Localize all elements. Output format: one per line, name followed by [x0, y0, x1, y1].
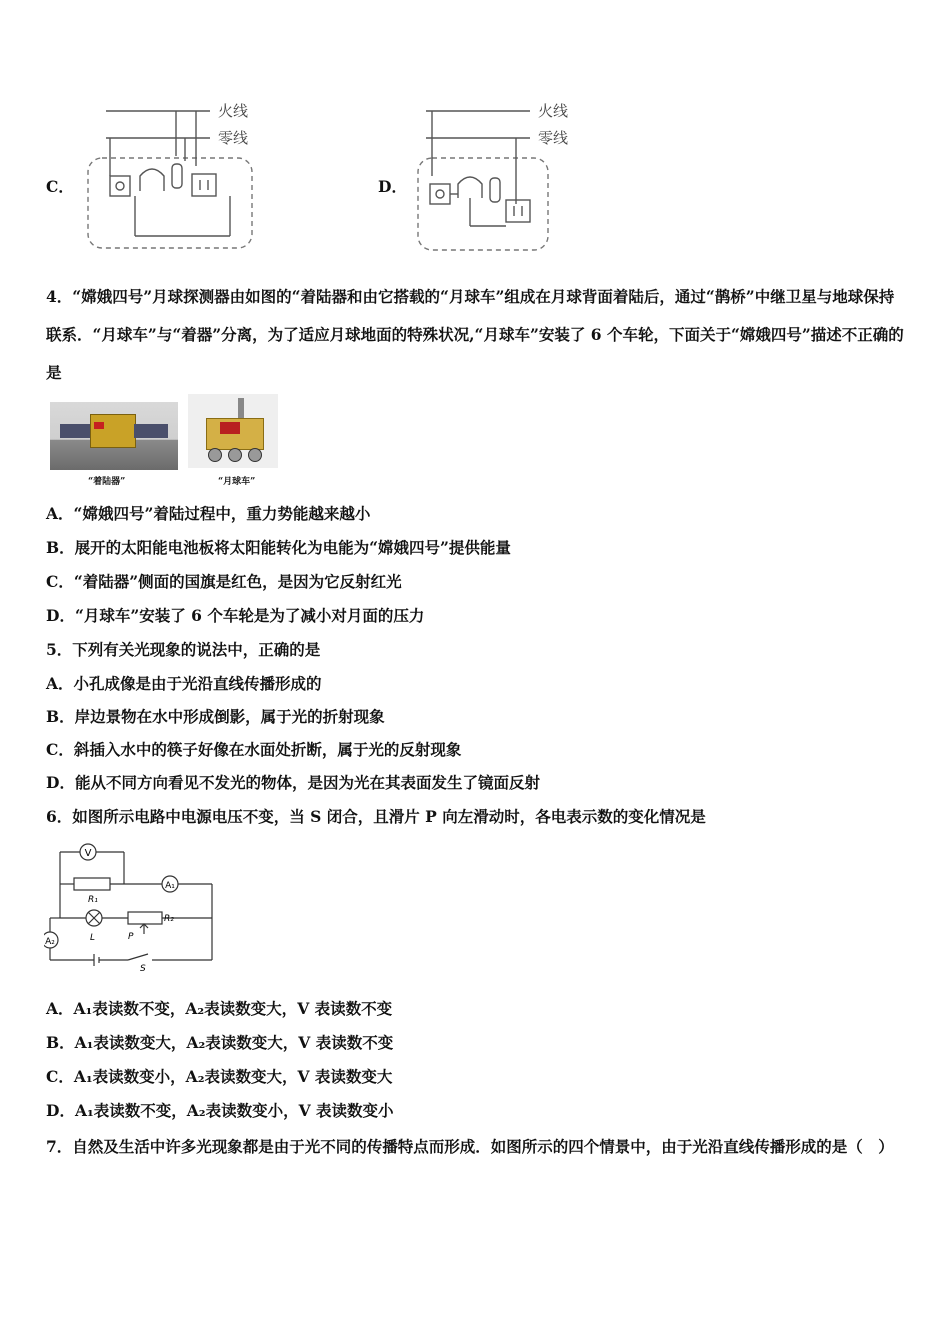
neutral-wire-label: 零线 [218, 129, 249, 147]
q6-stem: 6．如图所示电路中电源电压不变，当 S 闭合，且滑片 P 向左滑动时，各电表示数的变化情况是 [46, 807, 706, 826]
switch-blade [128, 954, 148, 960]
q6-option-c-a2: A₂表读数变大， [185, 1067, 298, 1086]
option-d-label: D． [378, 177, 407, 196]
q7-stem: 7．自然及生活中许多光现象都是由于光不同的传播特点而形成．如图所示的四个情景中，由于光沿直线传播形成的是（ ） [46, 1137, 894, 1156]
q6-option-b [46, 1032, 393, 1054]
q5-option-b: B．岸边景物在水中形成倒影，属于光的折射现象 [46, 707, 385, 726]
q4-stem: 4．“嫦娥四号”月球探测器由如图的“着陆器和由它搭载的“月球车”组成在月球背面着陆后，通过“鹊桥”中继卫星与地球保持联系．“月球车”与“着器”分离，为了适应月球地面的特殊状况,“月球车”安装了 6 个车轮，下面关于“嫦娥四号”描述不正确的是 [46, 287, 904, 382]
lamp-shape [458, 177, 482, 198]
ammeter2-label: A₂ [45, 937, 55, 947]
q6-option-b-a1: A₁表读数变大， [74, 1033, 187, 1052]
wiring-diagram-c [80, 96, 270, 256]
lander-body [90, 414, 136, 448]
fuse-shape [172, 164, 182, 188]
lamp-label: L [90, 933, 96, 943]
q6-option-a-letter: A． [46, 999, 74, 1018]
q6-option-a [46, 998, 392, 1020]
wheel [208, 448, 222, 462]
q6-option-b-v: V 表读数不变 [298, 1033, 394, 1052]
voltmeter-label: V [84, 848, 92, 859]
fuse-shape [490, 178, 500, 202]
circuit-diagram [44, 838, 216, 972]
flag [94, 422, 104, 429]
lander-photo [50, 402, 178, 470]
q4-option-a: A．“嫦娥四号”着陆过程中，重力势能越来越小 [46, 504, 371, 523]
rover-photo [188, 394, 278, 468]
socket-box [506, 200, 530, 222]
live-wire-label: 火线 [218, 102, 249, 120]
wheel [248, 448, 262, 462]
q6-option-c-a1: A₁表读数变小， [73, 1067, 186, 1086]
q6-option-c-v: V 表读数变大 [297, 1067, 393, 1086]
option-c-label: C． [46, 177, 74, 196]
slider-label: P [128, 932, 134, 942]
ammeter1-label: A₁ [165, 881, 175, 891]
q6-option-a-a2: A₂表读数变大， [185, 999, 298, 1018]
house-box [88, 158, 252, 248]
q6-option-c [46, 1066, 392, 1088]
wheel [228, 448, 242, 462]
q6-option-b-a2: A₂表读数变大， [186, 1033, 299, 1052]
q6-option-d-v: V 表读数变小 [298, 1101, 394, 1120]
mast [238, 398, 244, 420]
switch-box [110, 176, 130, 196]
resistor-r2 [128, 912, 162, 924]
q5-stem: 5．下列有关光现象的说法中，正确的是 [46, 640, 321, 659]
resistor-r1 [74, 878, 110, 890]
r2-label: R₂ [164, 914, 174, 924]
q4-option-c: C．“着陆器”侧面的国旗是红色，是因为它反射红光 [46, 572, 402, 591]
q5-option-d: D．能从不同方向看见不发光的物体，是因为光在其表面发生了镜面反射 [46, 773, 540, 792]
q6-option-a-a1: A₁表读数不变， [73, 999, 186, 1018]
q6-option-d-a2: A₂表读数变小， [186, 1101, 299, 1120]
q6-option-b-letter: B． [46, 1033, 75, 1052]
solar-panel-right [134, 424, 168, 438]
q6-option-d-a1: A₁表读数不变， [74, 1101, 187, 1120]
q6-option-d [46, 1100, 394, 1122]
live-wire-label: 火线 [538, 102, 569, 120]
r1-label: R₁ [88, 895, 98, 905]
q4-option-b: B．展开的太阳能电池板将太阳能转化为电能为“嫦娥四号”提供能量 [46, 538, 511, 557]
solar-panel-left [60, 424, 90, 438]
q6-option-c-letter: C． [46, 1067, 74, 1086]
switch-box [430, 184, 450, 204]
switch-label: S [140, 964, 146, 972]
lander-caption: “着陆器” [88, 477, 126, 487]
lamp-shape [140, 169, 164, 191]
neutral-wire-label: 零线 [538, 129, 569, 147]
q4-option-d: D．“月球车”安装了 6 个车轮是为了减小对月面的压力 [46, 606, 425, 625]
wiring-diagram-d [410, 96, 600, 256]
q6-option-d-letter: D． [46, 1101, 75, 1120]
rover-panel [220, 422, 240, 434]
q5-option-a: A．小孔成像是由于光沿直线传播形成的 [46, 674, 322, 693]
socket-box [192, 174, 216, 196]
q5-option-c: C．斜插入水中的筷子好像在水面处折断，属于光的反射现象 [46, 740, 462, 759]
rover-caption: “月球车” [218, 477, 256, 487]
q6-option-a-v: V 表读数不变 [297, 999, 393, 1018]
